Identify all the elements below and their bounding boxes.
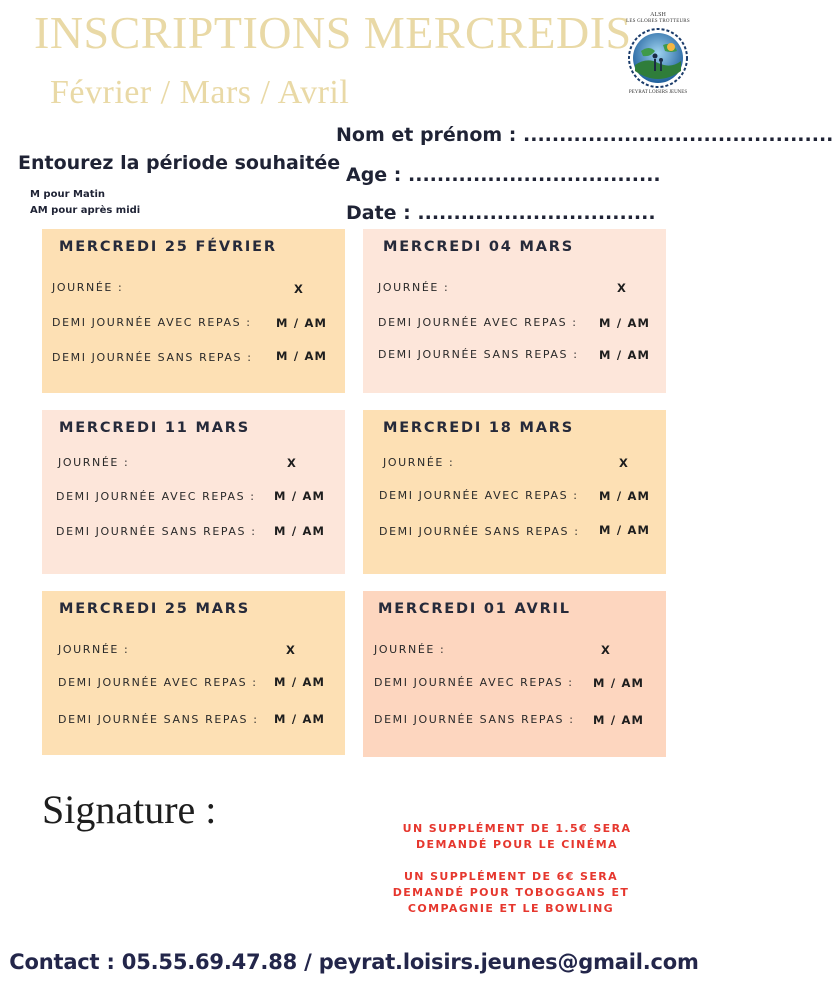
row-label-sans-repas: DEMI JOURNÉE SANS REPAS : [52, 351, 253, 364]
signature-label: Signature : [42, 787, 217, 832]
logo-text-name: LES GLOBES TROTTEURS [626, 19, 690, 24]
note-cinema: UN SUPPLÉMENT DE 1.5€ SERA DEMANDÉ POUR LE CINÉMA [402, 822, 632, 851]
option-sans-repas[interactable]: M / AM [276, 349, 328, 363]
option-avec-repas[interactable]: M / AM [599, 489, 651, 503]
row-label-journee: JOURNÉE : [378, 281, 450, 294]
legend-apres-midi: AM pour après midi [30, 205, 141, 216]
option-avec-repas[interactable]: M / AM [274, 489, 326, 503]
option-avec-repas[interactable]: M / AM [274, 675, 326, 689]
row-label-journee: JOURNÉE : [58, 643, 130, 656]
name-field[interactable]: Nom et prénom : ........................................... [336, 124, 833, 146]
option-journee[interactable]: X [287, 456, 298, 470]
option-sans-repas[interactable]: M / AM [599, 348, 651, 362]
day-card-18-mars [363, 410, 666, 574]
instruction-heading: Entourez la période souhaitée [18, 152, 341, 174]
row-label-avec-repas: DEMI JOURNÉE AVEC REPAS : [58, 676, 258, 689]
option-sans-repas[interactable]: M / AM [274, 524, 326, 538]
row-label-journee: JOURNÉE : [374, 643, 446, 656]
row-label-avec-repas: DEMI JOURNÉE AVEC REPAS : [52, 316, 252, 329]
row-label-sans-repas: DEMI JOURNÉE SANS REPAS : [374, 713, 575, 726]
option-avec-repas[interactable]: M / AM [276, 316, 328, 330]
day-card-11-mars [42, 410, 345, 574]
logo-text-alsh: ALSH [650, 12, 666, 18]
contact-line: Contact : 05.55.69.47.88 / peyrat.loisirs.jeunes@gmail.com [9, 950, 699, 974]
row-label-journee: JOURNÉE : [58, 456, 130, 469]
card-title: MERCREDI 01 AVRIL [378, 601, 571, 617]
page-subtitle: Février / Mars / Avril [50, 74, 350, 111]
row-label-sans-repas: DEMI JOURNÉE SANS REPAS : [379, 525, 580, 538]
row-label-journee: JOURNÉE : [383, 456, 455, 469]
option-journee[interactable]: X [619, 456, 630, 470]
option-journee[interactable]: X [286, 643, 297, 657]
option-avec-repas[interactable]: M / AM [599, 316, 651, 330]
row-label-avec-repas: DEMI JOURNÉE AVEC REPAS : [56, 490, 256, 503]
row-label-sans-repas: DEMI JOURNÉE SANS REPAS : [56, 525, 257, 538]
day-card-01-avril [363, 591, 666, 757]
row-label-journee: JOURNÉE : [52, 281, 124, 294]
day-card-04-mars [363, 229, 666, 393]
row-label-avec-repas: DEMI JOURNÉE AVEC REPAS : [379, 489, 579, 502]
age-field[interactable]: Age : ................................... [346, 164, 661, 186]
option-sans-repas[interactable]: M / AM [274, 712, 326, 726]
option-journee[interactable]: X [601, 643, 612, 657]
option-sans-repas[interactable]: M / AM [593, 713, 645, 727]
row-label-avec-repas: DEMI JOURNÉE AVEC REPAS : [374, 676, 574, 689]
logo-text-town: PEYRAT LOISIRS JEUNES [628, 90, 688, 95]
page-title: INSCRIPTIONS MERCREDIS [34, 7, 632, 58]
option-avec-repas[interactable]: M / AM [593, 676, 645, 690]
card-title: MERCREDI 25 FÉVRIER [59, 239, 277, 255]
day-card-25-fevrier [42, 229, 345, 393]
date-field[interactable]: Date : ................................. [346, 202, 656, 224]
note-toboggans-bowling: UN SUPPLÉMENT DE 6€ SERA DEMANDÉ POUR TOBOGGANS ET COMPAGNIE ET LE BOWLING [392, 870, 630, 915]
legend-matin: M pour Matin [30, 189, 106, 200]
option-journee[interactable]: X [617, 281, 628, 295]
row-label-sans-repas: DEMI JOURNÉE SANS REPAS : [378, 348, 579, 361]
option-journee[interactable]: X [294, 282, 305, 296]
card-title: MERCREDI 18 MARS [383, 420, 574, 436]
card-title: MERCREDI 04 MARS [383, 239, 574, 255]
option-sans-repas[interactable]: M / AM [599, 523, 651, 537]
logo [620, 12, 696, 102]
card-title: MERCREDI 25 MARS [59, 601, 250, 617]
row-label-sans-repas: DEMI JOURNÉE SANS REPAS : [58, 713, 259, 726]
globe-icon [627, 27, 689, 89]
day-card-25-mars [42, 591, 345, 755]
card-title: MERCREDI 11 MARS [59, 420, 250, 436]
row-label-avec-repas: DEMI JOURNÉE AVEC REPAS : [378, 316, 578, 329]
